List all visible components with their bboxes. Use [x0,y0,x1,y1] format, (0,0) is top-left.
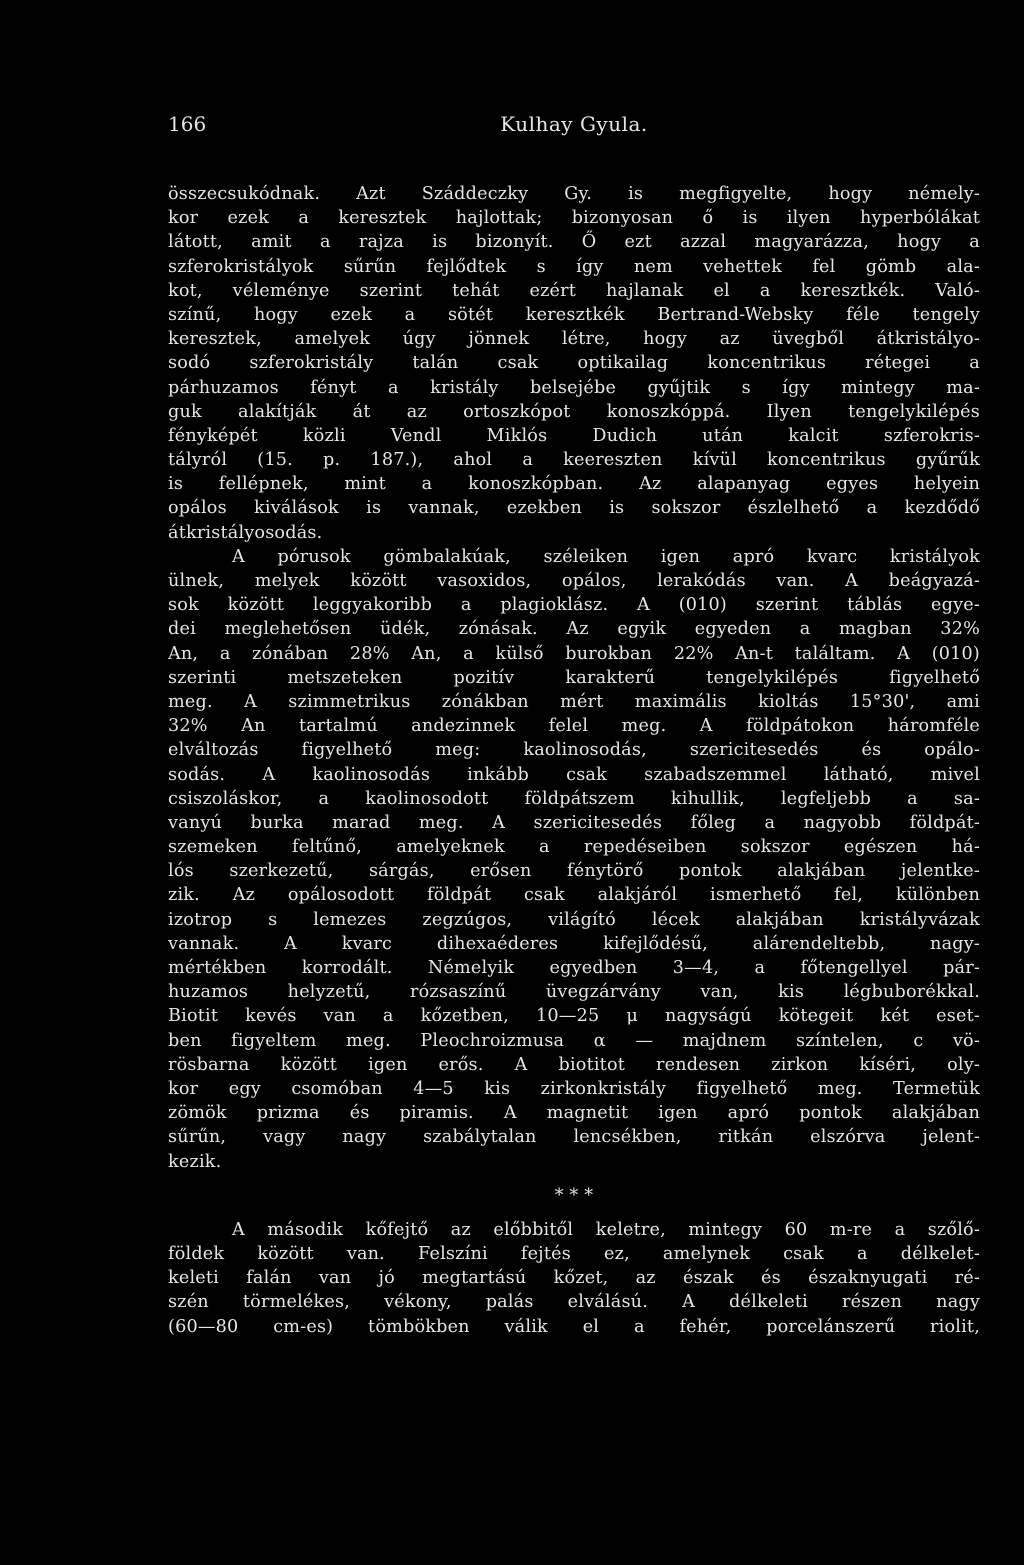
text-line: szferokristályok sűrűn fejlődtek s így nem vehettek fel gömb ala- [168,256,980,277]
text-line: tályról (15. p. 187.), ahol a keereszten kívül koncentrikus gyűrűk [168,450,980,471]
text-line: kor egy csomóban 4—5 kis zirkonkristály figyelhető meg. Termetük [168,1078,980,1099]
text-line: fényképét közli Vendl Miklós Dudich után kalcit szferokris- [168,425,980,446]
section-gap [168,1174,980,1184]
text-line: vanyú burka marad meg. A szericitesedés főleg a nagyobb földpát- [168,812,980,833]
text-line: opálos kiválások is vannak, ezekben is sokszor észlelhető a kezdődő [168,498,980,519]
text-line: ülnek, melyek között vasoxidos, opálos, lerakódás van. A beágyazá- [168,571,980,591]
section-gap [168,1208,980,1218]
text-line: keresztek, amelyek úgy jönnek létre, hogy az üvegből átkristályo- [168,329,980,350]
running-head [168,112,980,142]
text-line: látott, amit a rajza is bizonyít. Ő ezt azzal magyarázza, hogy a [168,232,980,253]
text-line: huzamos helyzetű, rózsaszínű üvegzárvány van, kis légbuborékkal. [168,982,980,1003]
text-line: sodás. A kaolinosodás inkább csak szabadszemmel látható, mivel [168,764,980,785]
text-line: is fellépnek, mint a konoszkópban. Az alapanyag egyes helyein [168,474,980,495]
text-line: kot, véleménye szerint tehát ezért hajlanak el a keresztkék. Való- [168,280,980,301]
text-line: sok között leggyakoribb a plagioklász. A (010) szerint táblás egye- [168,595,980,616]
text-line: szerinti metszeteken pozitív karakterű tengelykilépés figyelhető [168,667,980,688]
text-line: ben figyeltem meg. Pleochroizmusa α — majdnem színtelen, c vö- [168,1030,980,1051]
page-number: 166 [168,112,207,136]
text-line: szemeken feltűnő, amelyeknek a repedéseiben sokszor egészen há- [168,837,980,858]
text-line: párhuzamos fényt a kristály belsejébe gyűjtik s így mintegy ma- [168,377,980,398]
text-line: keleti falán van jó megtartású kőzet, az észak és északnyugati ré- [168,1268,980,1289]
text-line: mértékben korrodált. Némelyik egyedben 3—4, a főtengellyel pár- [168,958,980,978]
running-title: Kulhay Gyula. [500,112,648,136]
text-line: kezik. [168,1151,222,1172]
text-line: dei meglehetősen üdék, zónásak. Az egyik egyeden a magban 32% [168,619,980,640]
text-line: vannak. A kvarc dihexaéderes kifejlődésű, alárendeltebb, nagy- [168,933,980,954]
text-line: rösbarna között igen erős. A biotitot rendesen zirkon kíséri, oly- [168,1054,980,1075]
text-line: 32% An tartalmú andezinnek felel meg. A földpátokon háromféle [168,716,980,737]
text-line: guk alakítják át az ortoszkópot konoszkóppá. Ilyen tengelykilépés [168,401,980,422]
text-line: földek között van. Felszíni fejtés ez, amelynek csak a délkelet- [168,1244,980,1265]
text-line: összecsukódnak. Azt Száddeczky Gy. is megfigyelte, hogy némely- [168,184,980,204]
body-text [168,182,980,1339]
text-line: lós szerkezetű, sárgás, erősen fénytörő pontok alakjában jelentke- [168,861,980,882]
text-line: átkristályosodás. [168,522,323,543]
text-line: (60—80 cm-es) tömbökben válik el a fehér, porcelánszerű riolit, [168,1316,980,1337]
text-line: színű, hogy ezek a sötét keresztkék Bertrand-Websky féle tengely [168,304,980,325]
text-line: izotrop s lemezes zegzúgos, világító lécek alakjában kristályvázak [168,909,980,930]
text-line: zik. Az opálosodott földpát csak alakjáról ismerhető fel, különben [168,885,980,906]
text-line: sűrűn, vagy nagy szabálytalan lencsékben, ritkán elszórva jelent- [168,1127,980,1148]
text-line: csiszoláskor, a kaolinosodott földpátszem kihullik, legfeljebb a sa- [168,788,980,809]
text-line: meg. A szimmetrikus zónákban mért maximális kioltás 15°30', ami [168,691,980,712]
text-line: sodó szferokristály talán csak optikailag koncentrikus rétegei a [168,353,980,374]
text-line: szén törmelékes, vékony, palás elválású. A délkeleti részen nagy [168,1292,980,1313]
section-separator: * * * [554,1185,594,1206]
text-line: An, a zónában 28% An, a külső burokban 22% An-t találtam. A (010) [168,643,980,664]
text-line: elváltozás figyelhető meg: kaolinosodás, szericitesedés és opálo- [168,740,980,761]
text-line: zömök prizma és piramis. A magnetit igen apró pontok alakjában [168,1103,980,1124]
text-line: A második kőfejtő az előbbitől keletre, mintegy 60 m-re a szőlő- [232,1219,980,1240]
text-line: kor ezek a keresztek hajlottak; bizonyosan ő is ilyen hyperbólákat [168,208,980,229]
text-line: Biotit kevés van a kőzetben, 10—25 μ nagyságú kötegeit két eset- [168,1006,980,1027]
text-line: A pórusok gömbalakúak, széleiken igen apró kvarc kristályok [232,546,980,567]
